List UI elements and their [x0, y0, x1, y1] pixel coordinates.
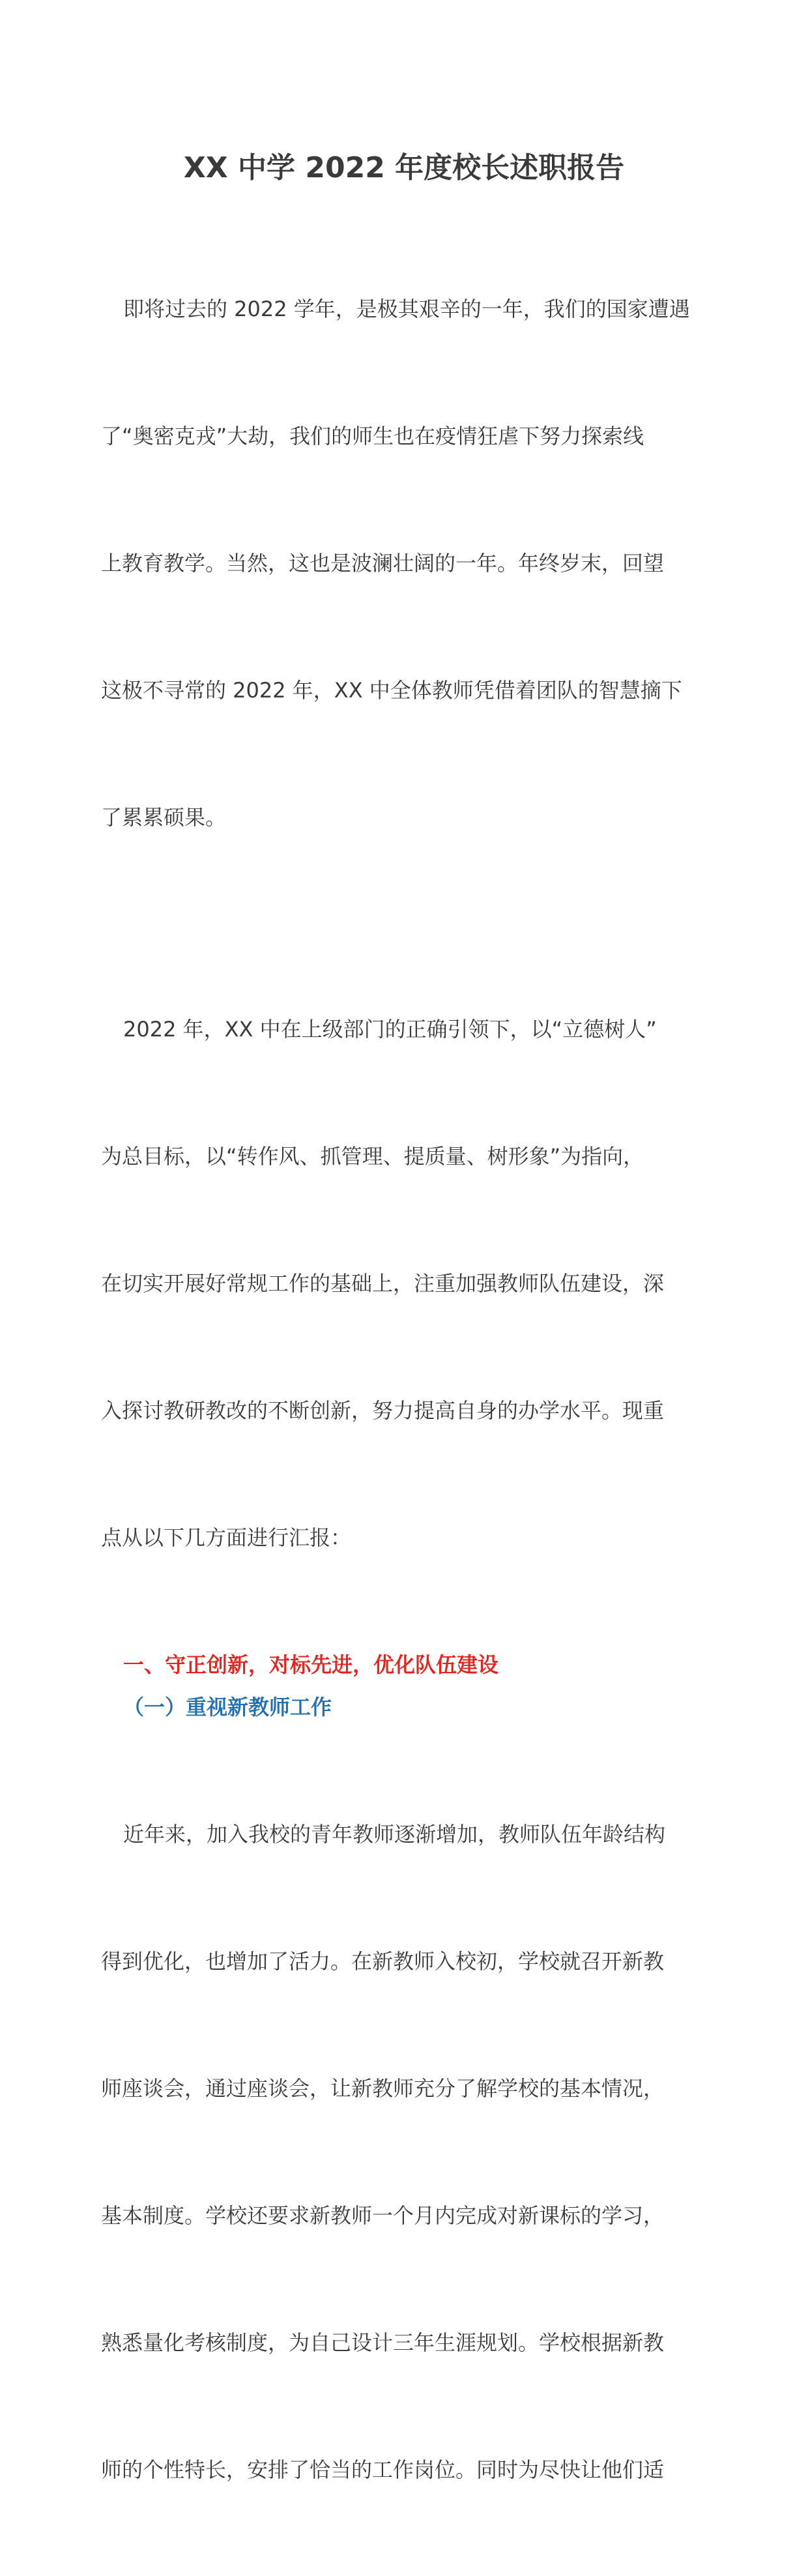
paragraph-line: 这极不寻常的 2022 年，XX 中全体教师凭借着团队的智慧摘下: [101, 678, 682, 703]
paragraph-line: 近年来，加入我校的青年教师逐渐增加，教师队伍年龄结构: [123, 1822, 666, 1847]
paragraph-line: 点从以下几方面进行汇报：: [101, 1525, 352, 1550]
section-heading: 一、守正创新，对标先进，优化队伍建设: [123, 1652, 499, 1677]
paragraph-line: 了累累硕果。: [101, 805, 227, 830]
document-title: XX 中学 2022 年度校长述职报告: [183, 151, 625, 184]
subsection-heading: （一）重视新教师工作: [123, 1695, 332, 1720]
paragraph-line: 在切实开展好常规工作的基础上，注重加强教师队伍建设，深: [101, 1271, 665, 1296]
paragraph-line: 2022 年，XX 中在上级部门的正确引领下，以“立德树人”: [123, 1017, 657, 1042]
paragraph-overview: [101, 924, 714, 1644]
paragraph-line: 熟悉量化考核制度，为自己设计三年生涯规划。学校根据新教: [101, 2330, 665, 2355]
paragraph-line: 即将过去的 2022 学年，是极其艰辛的一年，我们的国家遭遇: [123, 297, 690, 321]
paragraph-line: 为总目标，以“转作风、抓管理、提质量、树形象”为指向，: [101, 1144, 644, 1169]
paragraph-line: 师座谈会，通过座谈会，让新教师充分了解学校的基本情况，: [101, 2076, 665, 2101]
document-body: [101, 203, 714, 2576]
paragraph-line: 得到优化，也增加了活力。在新教师入校初，学校就召开新教: [101, 1949, 665, 1974]
paragraph-line: 师的个性特长，安排了恰当的工作岗位。同时为尽快让他们适: [101, 2457, 665, 2482]
paragraph-intro: [101, 203, 714, 924]
paragraph-line: 基本制度。学校还要求新教师一个月内完成对新课标的学习，: [101, 2203, 665, 2228]
paragraph-new-teachers: [101, 1729, 714, 2576]
paragraph-line: 了“奥密克戎”大劫，我们的师生也在疫情狂虐下努力探索线: [101, 424, 644, 448]
paragraph-line: 入探讨教研教改的不断创新，努力提高自身的办学水平。现重: [101, 1398, 665, 1423]
paragraph-line: 上教育教学。当然，这也是波澜壮阔的一年。年终岁末，回望: [101, 551, 665, 576]
